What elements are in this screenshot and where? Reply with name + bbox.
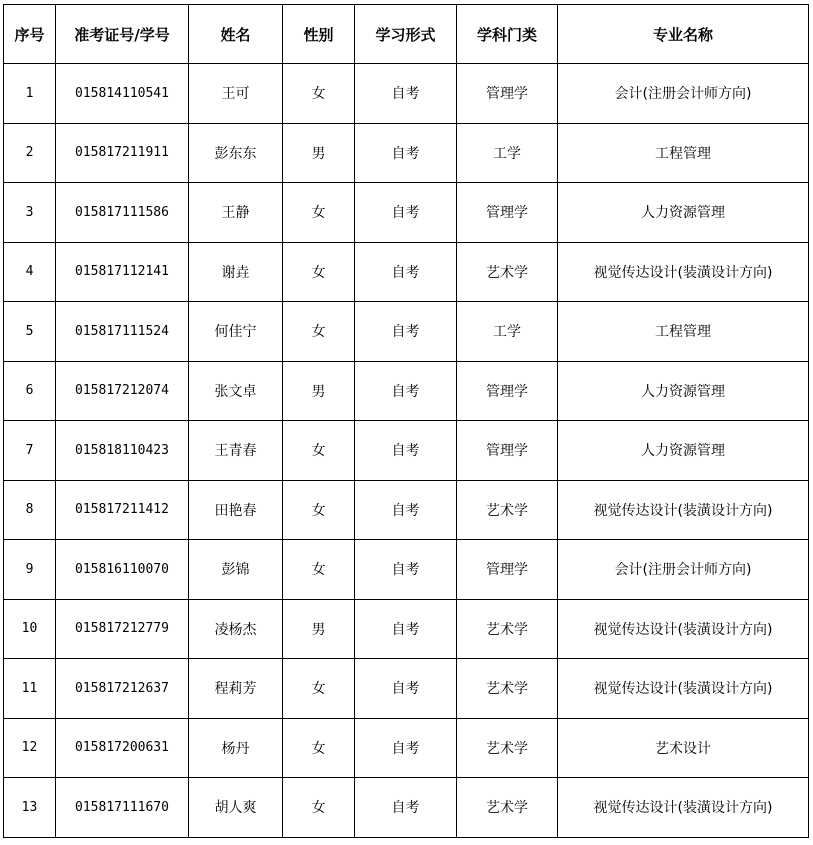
header-discipline: 学科门类 [457, 5, 558, 64]
cell-major: 人力资源管理 [558, 421, 809, 481]
cell-study-form: 自考 [355, 183, 457, 243]
cell-name: 王静 [189, 183, 283, 243]
cell-major: 艺术设计 [558, 718, 809, 778]
cell-name: 彭东东 [189, 123, 283, 183]
cell-study-form: 自考 [355, 778, 457, 838]
cell-major: 视觉传达设计(装潢设计方向) [558, 242, 809, 302]
cell-exam-id: 015817211911 [56, 123, 189, 183]
cell-name: 谢垚 [189, 242, 283, 302]
cell-study-form: 自考 [355, 718, 457, 778]
cell-discipline: 管理学 [457, 421, 558, 481]
cell-index: 11 [4, 659, 56, 719]
header-name: 姓名 [189, 5, 283, 64]
cell-exam-id: 015817111670 [56, 778, 189, 838]
cell-discipline: 工学 [457, 302, 558, 362]
cell-discipline: 管理学 [457, 361, 558, 421]
cell-exam-id: 015817212637 [56, 659, 189, 719]
cell-discipline: 艺术学 [457, 659, 558, 719]
cell-name: 何佳宁 [189, 302, 283, 362]
table-row [4, 123, 809, 183]
cell-major: 工程管理 [558, 123, 809, 183]
cell-gender: 女 [283, 718, 355, 778]
cell-index: 9 [4, 540, 56, 600]
cell-study-form: 自考 [355, 540, 457, 600]
cell-study-form: 自考 [355, 421, 457, 481]
cell-exam-id: 015817212074 [56, 361, 189, 421]
cell-gender: 男 [283, 123, 355, 183]
cell-discipline: 工学 [457, 123, 558, 183]
cell-discipline: 艺术学 [457, 599, 558, 659]
cell-gender: 男 [283, 361, 355, 421]
table-row [4, 718, 809, 778]
cell-name: 彭锦 [189, 540, 283, 600]
table-row [4, 659, 809, 719]
cell-exam-id: 015817111524 [56, 302, 189, 362]
cell-discipline: 艺术学 [457, 778, 558, 838]
header-major: 专业名称 [558, 5, 809, 64]
cell-major: 会计(注册会计师方向) [558, 540, 809, 600]
cell-exam-id: 015817211412 [56, 480, 189, 540]
header-study-form: 学习形式 [355, 5, 457, 64]
cell-gender: 女 [283, 183, 355, 243]
table-row [4, 599, 809, 659]
cell-name: 王青春 [189, 421, 283, 481]
table-row [4, 480, 809, 540]
header-index: 序号 [4, 5, 56, 64]
cell-discipline: 管理学 [457, 183, 558, 243]
cell-study-form: 自考 [355, 64, 457, 124]
cell-index: 6 [4, 361, 56, 421]
cell-major: 视觉传达设计(装潢设计方向) [558, 480, 809, 540]
cell-exam-id: 015816110070 [56, 540, 189, 600]
table-row [4, 183, 809, 243]
table-row [4, 540, 809, 600]
cell-discipline: 艺术学 [457, 242, 558, 302]
cell-index: 10 [4, 599, 56, 659]
cell-index: 3 [4, 183, 56, 243]
cell-index: 8 [4, 480, 56, 540]
cell-name: 张文卓 [189, 361, 283, 421]
cell-major: 视觉传达设计(装潢设计方向) [558, 599, 809, 659]
cell-index: 4 [4, 242, 56, 302]
table-row [4, 361, 809, 421]
cell-exam-id: 015818110423 [56, 421, 189, 481]
cell-index: 13 [4, 778, 56, 838]
cell-study-form: 自考 [355, 659, 457, 719]
cell-major: 人力资源管理 [558, 361, 809, 421]
cell-major: 会计(注册会计师方向) [558, 64, 809, 124]
cell-gender: 女 [283, 302, 355, 362]
cell-gender: 女 [283, 659, 355, 719]
cell-index: 5 [4, 302, 56, 362]
cell-discipline: 艺术学 [457, 480, 558, 540]
cell-gender: 女 [283, 64, 355, 124]
table-row [4, 242, 809, 302]
cell-gender: 女 [283, 421, 355, 481]
cell-gender: 男 [283, 599, 355, 659]
cell-name: 程莉芳 [189, 659, 283, 719]
student-roster-table [3, 4, 809, 838]
cell-study-form: 自考 [355, 599, 457, 659]
cell-name: 杨丹 [189, 718, 283, 778]
cell-major: 人力资源管理 [558, 183, 809, 243]
cell-exam-id: 015817200631 [56, 718, 189, 778]
cell-gender: 女 [283, 778, 355, 838]
cell-name: 田艳春 [189, 480, 283, 540]
cell-discipline: 管理学 [457, 64, 558, 124]
table-row [4, 64, 809, 124]
table-row [4, 302, 809, 362]
cell-major: 工程管理 [558, 302, 809, 362]
cell-major: 视觉传达设计(装潢设计方向) [558, 778, 809, 838]
cell-exam-id: 015814110541 [56, 64, 189, 124]
cell-index: 7 [4, 421, 56, 481]
cell-name: 胡人爽 [189, 778, 283, 838]
table-row [4, 421, 809, 481]
cell-name: 凌杨杰 [189, 599, 283, 659]
cell-exam-id: 015817212779 [56, 599, 189, 659]
cell-index: 12 [4, 718, 56, 778]
cell-study-form: 自考 [355, 480, 457, 540]
cell-name: 王可 [189, 64, 283, 124]
cell-major: 视觉传达设计(装潢设计方向) [558, 659, 809, 719]
cell-gender: 女 [283, 480, 355, 540]
header-row [4, 5, 809, 64]
cell-study-form: 自考 [355, 242, 457, 302]
cell-gender: 女 [283, 242, 355, 302]
table-row [4, 778, 809, 838]
header-exam-id: 准考证号/学号 [56, 5, 189, 64]
cell-discipline: 管理学 [457, 540, 558, 600]
cell-study-form: 自考 [355, 361, 457, 421]
cell-exam-id: 015817112141 [56, 242, 189, 302]
cell-study-form: 自考 [355, 123, 457, 183]
cell-index: 1 [4, 64, 56, 124]
cell-discipline: 艺术学 [457, 718, 558, 778]
cell-study-form: 自考 [355, 302, 457, 362]
header-gender: 性别 [283, 5, 355, 64]
cell-gender: 女 [283, 540, 355, 600]
cell-exam-id: 015817111586 [56, 183, 189, 243]
cell-index: 2 [4, 123, 56, 183]
